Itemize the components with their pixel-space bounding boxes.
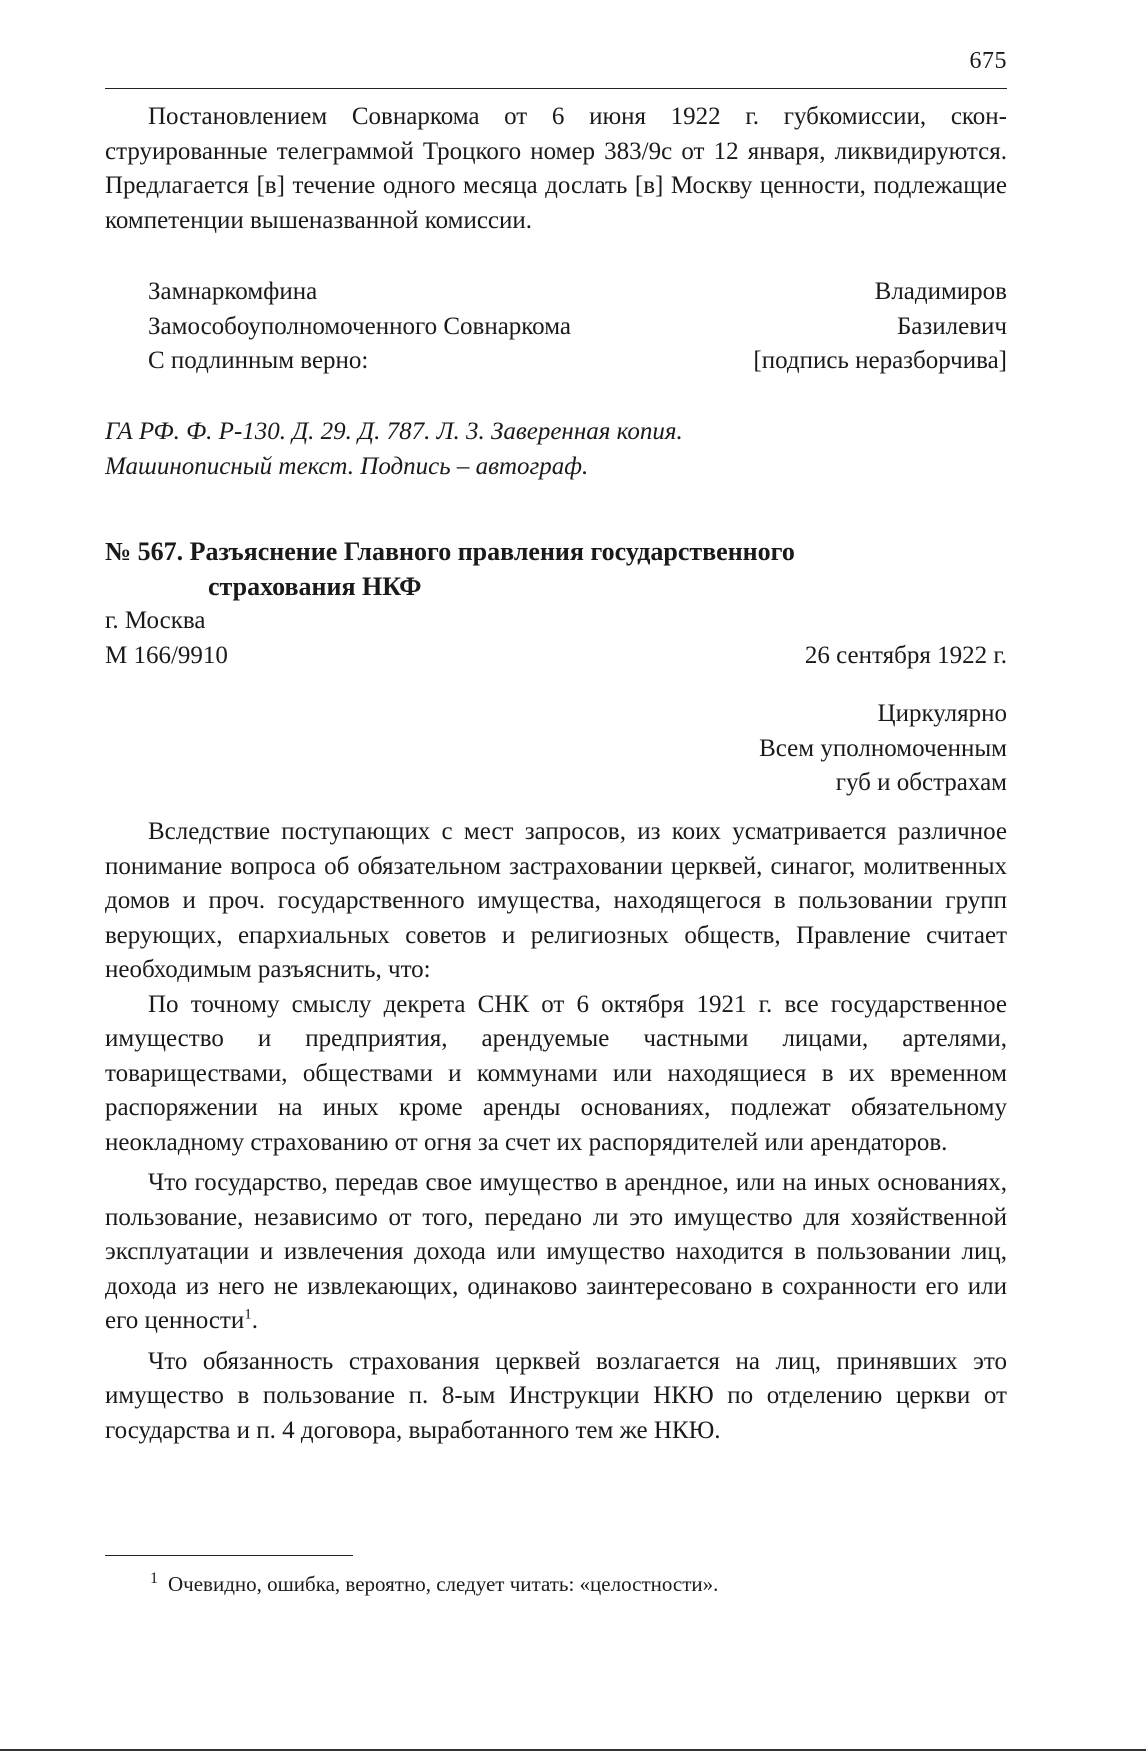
- footnote-ref[interactable]: 1: [244, 1306, 252, 1323]
- signature-title: Замособоуполномоченного Совнаркома: [148, 312, 571, 340]
- document-number: № 567.: [105, 537, 184, 566]
- signature-row: [105, 344, 1007, 379]
- opening-paragraph: Постановлением Совнаркома от 6 июня 1922 г. губкомиссии, сконструированные телеграммой Троцкого номер 383/9с от 12 января, ликвидируются. Предлагается [в] течение одного месяца дослать [в] Москву ценности, подлежащие компетенции вышеназванной комиссии.: [105, 103, 1007, 234]
- document-body: [105, 815, 1007, 1448]
- signature-row: [105, 275, 1007, 310]
- signature-name: [подпись неразборчива]: [753, 347, 1007, 374]
- body-paragraph: Что обязанность страхования церквей возлагается на лиц, принявших это имущество в пользование п. 8-ым Инструкции НКЮ по отделению церкви от государства и п. 4 договора, выработанного тем же НКЮ.: [105, 1347, 1007, 1444]
- source-line-2: Машинописный текст. Подпись – автограф.: [105, 452, 589, 480]
- footnote: [150, 1570, 718, 1598]
- footnote-rule: [105, 1555, 353, 1556]
- document-title: [105, 535, 1007, 604]
- page-bottom-edge: [0, 1749, 1146, 1751]
- signature-title: С подлинным верно:: [148, 347, 369, 374]
- signature-row: [105, 310, 1007, 345]
- document-ref: М 166/9910: [105, 641, 228, 669]
- document-city: г. Москва: [105, 607, 206, 634]
- document-title-line-1: Разъяснение Главного правления государственного: [189, 537, 795, 566]
- signature-name: Базилевич: [896, 312, 1007, 340]
- footnote-mark: 1: [150, 1570, 158, 1587]
- page-number: 675: [969, 48, 1007, 74]
- body-paragraph: Вследствие поступающих с мест запросов, из коих усматривается различное понимание вопроса об обязательном застраховании церквей, синагог, молитвенных домов и проч. государственного имущества, находящегося в пользовании групп верующих, епархиальных советов и религиозных обществ, Правление считает необходимым разъяснить, что:: [105, 818, 1007, 983]
- addressee-line: Циркулярно: [877, 700, 1007, 727]
- signature-block: [105, 275, 1007, 379]
- body-paragraph: [105, 1166, 1007, 1339]
- addressee-line: Всем уполномоченным: [759, 734, 1007, 762]
- document-header: [105, 535, 1007, 673]
- document-date: 26 сентября 1922 г.: [804, 641, 1007, 669]
- opening-section: [105, 100, 1007, 238]
- source-line-1: ГА РФ. Ф. Р-130. Д. 29. Д. 787. Л. 3. Заверенная копия.: [105, 418, 683, 445]
- body-paragraph-text: Что государство, передав свое имущество в арендное, или на иных основаниях, пользование, независимо от того, передано ли это имущество для хозяйственной эксплуатации и извлечения дохода или имущество находится в пользовании лиц, дохода из него не извлекающих, одинаково заинтересовано в сохранности его или его ценности: [105, 1169, 1007, 1334]
- header-rule: [105, 88, 1007, 89]
- archival-source: [105, 415, 1007, 484]
- addressee-block: [105, 697, 1007, 801]
- addressee-line: губ и обстрахам: [835, 769, 1007, 796]
- footnote-text: Очевидно, ошибка, вероятно, следует читать: «целостности».: [168, 1572, 719, 1596]
- body-paragraph: По точному смыслу декрета СНК от 6 октября 1921 г. все государственное имущество и предприятия, арендуемые частными лицами, артелями, товариществами, обществами и коммунами или находящиеся в их временном распоряжении на иных кроме аренды основаниях, подлежат обязательному неокладному страхованию от огня за счет их распорядителей или арендаторов.: [105, 990, 1007, 1156]
- ref-date-row: [105, 639, 1007, 674]
- body-paragraph-end: .: [251, 1307, 258, 1334]
- signature-title: Замнаркомфина: [148, 278, 318, 305]
- document-title-line-2: страхования НКФ: [208, 571, 422, 601]
- signature-name: Владимиров: [874, 278, 1007, 305]
